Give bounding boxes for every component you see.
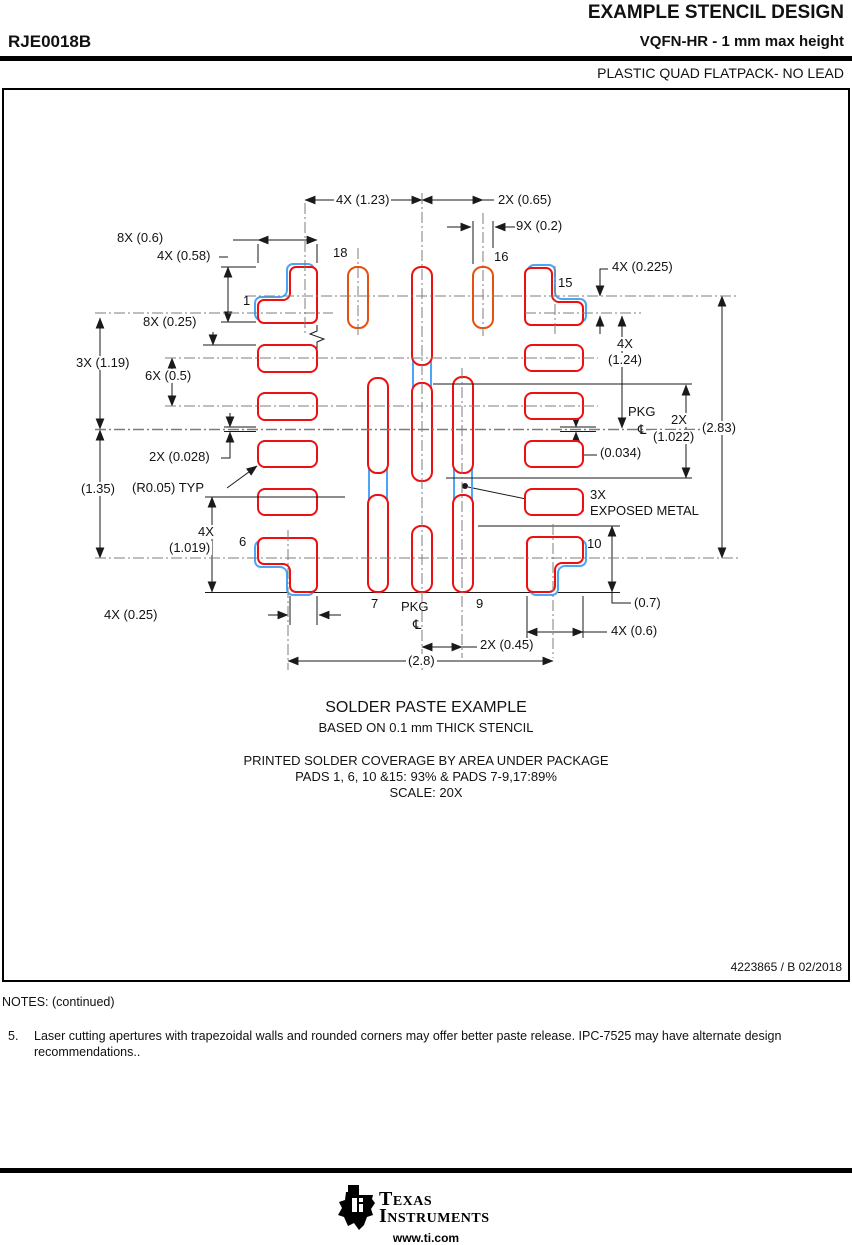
- dim-gap-cl-left: 2X (0.028): [149, 449, 210, 464]
- caption-line1: BASED ON 0.1 mm THICK STENCIL: [318, 720, 534, 735]
- exposed-metal-count: 3X: [590, 487, 606, 502]
- dim-span-right-b: (1.24): [608, 352, 642, 367]
- dim-pad10-w: 4X (0.6): [611, 623, 658, 638]
- dim-pad-col-h-b: (1.019): [169, 540, 211, 555]
- exposed-metal-dot: [462, 483, 468, 489]
- pin-10: 10: [587, 536, 602, 551]
- dim-span-b: (2.8): [408, 653, 435, 668]
- dim-radius: (R0.05) TYP: [132, 480, 205, 495]
- dim-gap-left: 8X (0.25): [143, 314, 197, 329]
- dim-span-left: (1.35): [81, 481, 115, 496]
- caption-line3: PADS 1, 6, 10 &15: 93% & PADS 7-9,17:89%: [295, 769, 557, 784]
- ti-brand-line1: Texas: [379, 1188, 433, 1210]
- caption-line2: PRINTED SOLDER COVERAGE BY AREA UNDER PACKAGE: [243, 753, 609, 768]
- dim-pad1-h: 4X (0.58): [157, 248, 211, 263]
- centerline-symbol-bottom: ℄: [413, 617, 422, 632]
- dim-pitch-v-left: 3X (1.19): [76, 355, 130, 370]
- dim-offset-top-right: 4X (0.225): [612, 259, 673, 274]
- document-number: 4223865 / B 02/2018: [730, 960, 842, 974]
- dim-pad-col-h-a: 4X: [198, 524, 214, 539]
- dim-pitch-v-left2: 6X (0.5): [145, 368, 192, 383]
- dim-pitch-h: 4X (1.23): [336, 192, 390, 207]
- dim-pad1-w: 8X (0.6): [117, 230, 164, 245]
- pkg-label-right: PKG: [628, 404, 656, 419]
- pin-1: 1: [243, 293, 251, 308]
- ti-brand-line2: Instruments: [379, 1205, 490, 1227]
- dim-pitch-b: 2X (0.45): [480, 637, 534, 652]
- note-text: Laser cutting apertures with trapezoidal walls and rounded corners may offer better paste release. IPC-7525 may have alternate design recommendations..: [34, 1029, 782, 1059]
- ti-website: www.ti.com: [392, 1231, 460, 1245]
- dim-pad-w-top: 9X (0.2): [516, 218, 563, 233]
- pin-9: 9: [476, 596, 484, 611]
- ti-logo-wordmark: [379, 1188, 490, 1227]
- caption-line4: SCALE: 20X: [389, 785, 463, 800]
- note-number: 5.: [8, 1029, 19, 1043]
- dim-span-right3: (2.83): [702, 420, 736, 435]
- exposed-metal-label: EXPOSED METAL: [590, 503, 699, 518]
- dim-pad8-h: (0.7): [634, 595, 661, 610]
- dim-gap-cl-right: (0.034): [600, 445, 642, 460]
- dim-span-right2-a: 2X: [671, 412, 687, 427]
- pin-15: 15: [558, 275, 573, 290]
- dim-tail-w-bottom: 4X (0.25): [104, 607, 158, 622]
- caption-title: SOLDER PASTE EXAMPLE: [325, 699, 527, 716]
- pin-16: 16: [494, 249, 509, 264]
- dim-span-right2-b: (1.022): [653, 429, 695, 444]
- pin-6: 6: [239, 534, 247, 549]
- notes-heading: NOTES: (continued): [2, 995, 115, 1009]
- centerline-symbol-right: ℄: [638, 422, 647, 437]
- dim-span-right-a: 4X: [617, 336, 633, 351]
- page-subtitle: VQFN-HR - 1 mm max height: [639, 33, 844, 50]
- pin-18: 18: [333, 245, 348, 260]
- ti-logo-icon: [336, 1184, 376, 1232]
- pkg-label-bottom: PKG: [401, 599, 429, 614]
- pin-7: 7: [371, 596, 379, 611]
- dim-pitch-h2: 2X (0.65): [498, 192, 552, 207]
- footer-rule: [0, 1168, 852, 1173]
- part-number: RJE0018B: [8, 32, 92, 51]
- page-title: EXAMPLE STENCIL DESIGN: [587, 2, 844, 23]
- package-type: PLASTIC QUAD FLATPACK- NO LEAD: [597, 65, 844, 81]
